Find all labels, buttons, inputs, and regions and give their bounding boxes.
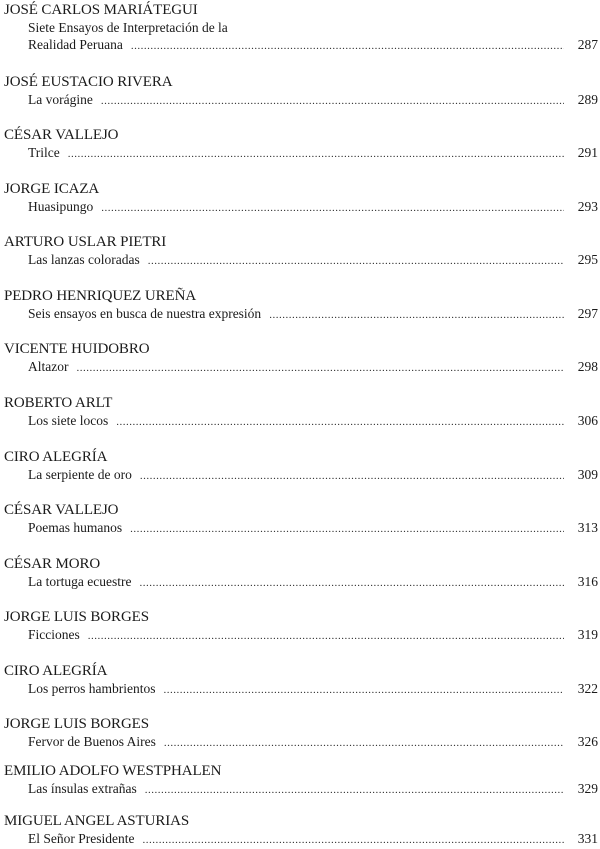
entry-title-row bbox=[28, 358, 598, 377]
entry-author: CIRO ALEGRÍA bbox=[4, 663, 108, 679]
entry-title-row bbox=[28, 144, 598, 163]
entry-title-row bbox=[28, 519, 598, 538]
entry-author: JORGE ICAZA bbox=[4, 181, 100, 197]
entry-page-number: 331 bbox=[577, 831, 598, 846]
entry-author: CÉSAR VALLEJO bbox=[4, 502, 119, 518]
entry-page-number: 306 bbox=[577, 413, 598, 428]
entry-page-number: 291 bbox=[577, 145, 598, 160]
entry-author: MIGUEL ANGEL ASTURIAS bbox=[4, 813, 190, 829]
entry-title: Los perros hambrientos bbox=[28, 681, 156, 696]
dot-leader bbox=[68, 146, 564, 163]
toc-entry bbox=[4, 288, 598, 324]
entry-title: Ficciones bbox=[28, 627, 80, 642]
toc-entry bbox=[4, 763, 598, 799]
dot-leader bbox=[139, 575, 564, 592]
entry-title: La vorágine bbox=[28, 92, 93, 107]
toc-entry bbox=[4, 127, 598, 163]
entry-title-row bbox=[28, 466, 598, 485]
dot-leader bbox=[101, 200, 564, 217]
entry-title-row bbox=[28, 733, 598, 752]
toc-entry bbox=[4, 556, 598, 592]
entry-title-row bbox=[28, 830, 598, 849]
dot-leader bbox=[76, 360, 564, 377]
entry-page-number: 309 bbox=[577, 467, 598, 482]
entry-title-row bbox=[28, 626, 598, 645]
dot-leader bbox=[130, 521, 564, 538]
toc-entry bbox=[4, 234, 598, 270]
toc-entry bbox=[4, 2, 598, 55]
entry-author: CÉSAR MORO bbox=[4, 556, 101, 572]
entry-title: Poemas humanos bbox=[28, 520, 123, 535]
entry-title: Fervor de Buenos Aires bbox=[28, 734, 156, 749]
toc-entry bbox=[4, 716, 598, 752]
entry-title: Las ínsulas extrañas bbox=[28, 781, 137, 796]
entry-author: JORGE LUIS BORGES bbox=[4, 716, 149, 732]
entry-author: VICENTE HUIDOBRO bbox=[4, 341, 150, 357]
entry-page-number: 295 bbox=[577, 252, 598, 267]
entry-author: JOSÉ EUSTACIO RIVERA bbox=[4, 74, 173, 90]
dot-leader bbox=[164, 735, 564, 752]
entry-page-number: 329 bbox=[577, 781, 598, 796]
entry-title-row bbox=[28, 305, 598, 324]
entry-page-number: 313 bbox=[577, 520, 598, 535]
entry-title: La tortuga ecuestre bbox=[28, 574, 132, 589]
dot-leader bbox=[163, 682, 564, 699]
dot-leader bbox=[148, 253, 564, 270]
toc-entry bbox=[4, 813, 598, 849]
dot-leader bbox=[145, 782, 564, 799]
entry-title: Huasipungo bbox=[28, 199, 94, 214]
entry-page-number: 293 bbox=[577, 199, 598, 214]
dot-leader bbox=[140, 468, 564, 485]
entry-title-row bbox=[28, 91, 598, 110]
toc-entry bbox=[4, 395, 598, 431]
toc-entry bbox=[4, 609, 598, 645]
entry-page-number: 289 bbox=[577, 92, 598, 107]
entry-title: Las lanzas coloradas bbox=[28, 252, 140, 267]
entry-title-row bbox=[28, 19, 598, 55]
toc-entry bbox=[4, 74, 598, 110]
toc-entry bbox=[4, 449, 598, 485]
entry-title: Altazor bbox=[28, 359, 69, 374]
entry-author: JOSÉ CARLOS MARIÁTEGUI bbox=[4, 2, 198, 18]
entry-title: Realidad Peruana bbox=[28, 37, 123, 52]
entry-title-first-line: Siete Ensayos de Interpretación de la bbox=[28, 20, 228, 35]
entry-author: CÉSAR VALLEJO bbox=[4, 127, 119, 143]
entry-title: Seis ensayos en busca de nuestra expresión bbox=[28, 306, 262, 321]
entry-page-number: 326 bbox=[577, 734, 598, 749]
dot-leader bbox=[88, 628, 564, 645]
entry-title-row bbox=[28, 780, 598, 799]
entry-author: ROBERTO ARLT bbox=[4, 395, 113, 411]
entry-title-row bbox=[28, 412, 598, 431]
entry-page-number: 319 bbox=[577, 627, 598, 642]
dot-leader bbox=[116, 414, 564, 431]
entry-title: Los siete locos bbox=[28, 413, 109, 428]
toc-entry bbox=[4, 502, 598, 538]
entry-author: CIRO ALEGRÍA bbox=[4, 449, 108, 465]
entry-title: El Señor Presidente bbox=[28, 831, 135, 846]
toc-entry bbox=[4, 341, 598, 377]
entry-page-number: 316 bbox=[577, 574, 598, 589]
entry-author: EMILIO ADOLFO WESTPHALEN bbox=[4, 763, 222, 779]
toc-entry bbox=[4, 181, 598, 217]
entry-author: JORGE LUIS BORGES bbox=[4, 609, 149, 625]
entry-page-number: 297 bbox=[577, 306, 598, 321]
entry-title: Trilce bbox=[28, 145, 60, 160]
entry-title-row bbox=[28, 198, 598, 217]
entry-page-number: 287 bbox=[577, 37, 598, 52]
entry-title-row bbox=[28, 251, 598, 270]
entry-page-number: 298 bbox=[577, 359, 598, 374]
dot-leader bbox=[101, 93, 564, 110]
entry-author: ARTURO USLAR PIETRI bbox=[4, 234, 167, 250]
dot-leader bbox=[142, 832, 564, 849]
toc-entry bbox=[4, 663, 598, 699]
entry-author: PEDRO HENRIQUEZ UREÑA bbox=[4, 288, 197, 304]
entry-title-row bbox=[28, 573, 598, 592]
dot-leader bbox=[131, 38, 564, 55]
dot-leader bbox=[269, 307, 564, 324]
entry-title-row bbox=[28, 680, 598, 699]
entry-title: La serpiente de oro bbox=[28, 467, 132, 482]
entry-page-number: 322 bbox=[577, 681, 598, 696]
